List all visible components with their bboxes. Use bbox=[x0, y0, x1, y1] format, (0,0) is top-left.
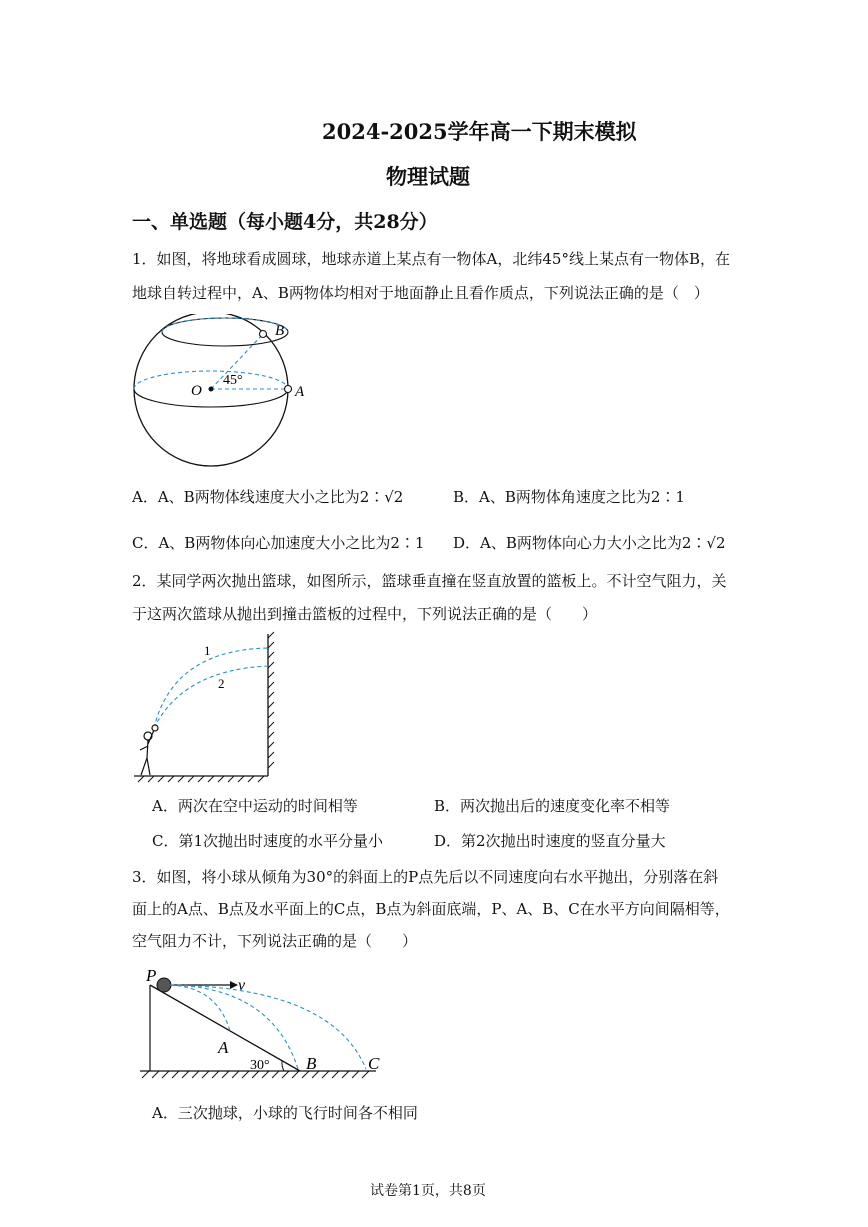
trajectory-label-2: 2 bbox=[218, 676, 225, 691]
earth-sphere-figure bbox=[125, 314, 325, 474]
question-1-option-c: C．A、B两物体向心加速度大小之比为2∶1 bbox=[132, 534, 425, 552]
question-3-line-3: 空气阻力不计，下列说法正确的是（ ） bbox=[132, 932, 418, 950]
incline-figure bbox=[132, 965, 392, 1085]
question-2-option-b: B．两次抛出后的速度变化率不相等 bbox=[434, 797, 671, 815]
exam-title: 2024-2025学年高一下期末模拟 bbox=[322, 119, 637, 144]
question-1-option-a: A．A、B两物体线速度大小之比为2∶√2 bbox=[132, 488, 404, 506]
question-3-line-1: 3．如图，将小球从倾角为30°的斜面上的P点先后以不同速度向右水平抛出，分别落在斜 bbox=[132, 868, 719, 886]
page-footer: 试卷第1页，共8页 bbox=[370, 1183, 486, 1199]
question-3-option-a: A．三次抛球，小球的飞行时间各不相同 bbox=[152, 1104, 418, 1122]
question-3-line-2: 面上的A点、B点及水平面上的C点，B点为斜面底端，P、A、B、C在水平方向间隔相等， bbox=[132, 900, 730, 918]
label-c: C bbox=[368, 1054, 380, 1073]
ball bbox=[157, 978, 171, 992]
section-heading: 一、单选题（每小题4分，共28分） bbox=[132, 211, 438, 233]
trajectory-1 bbox=[154, 648, 268, 728]
basketball-figure bbox=[128, 630, 288, 785]
point-a bbox=[285, 386, 292, 393]
question-1-line-2: 地球自转过程中，A、B两物体均相对于地面静止且看作质点，下列说法正确的是（ ） bbox=[132, 284, 709, 302]
angle-label: 45° bbox=[223, 373, 243, 388]
player-figure bbox=[140, 725, 158, 775]
question-1-option-d: D．A、B两物体向心力大小之比为2∶√2 bbox=[453, 534, 726, 552]
question-1-option-b: B．A、B两物体角速度之比为2∶1 bbox=[453, 488, 685, 506]
question-2-line-1: 2．某同学两次抛出篮球，如图所示，篮球垂直撞在竖直放置的篮板上。不计空气阻力，关 bbox=[132, 572, 727, 590]
equator-front bbox=[134, 389, 288, 407]
label-p: P bbox=[146, 966, 157, 985]
label-b: B bbox=[306, 1054, 317, 1073]
label-a: A bbox=[295, 384, 305, 400]
label-o: O bbox=[191, 383, 202, 399]
question-2-option-d: D．第2次抛出时速度的竖直分量大 bbox=[434, 832, 666, 850]
point-b bbox=[260, 331, 267, 338]
trajectory-label-1: 1 bbox=[204, 643, 211, 658]
question-2-option-a: A．两次在空中运动的时间相等 bbox=[152, 797, 358, 815]
angle-label: 30° bbox=[250, 1058, 270, 1073]
label-a: A bbox=[218, 1038, 229, 1057]
equator-back bbox=[134, 371, 288, 389]
trajectory-2 bbox=[154, 666, 268, 728]
incline-surface bbox=[150, 985, 300, 1071]
trajectory-to-c bbox=[170, 985, 366, 1069]
question-2-line-2: 于这两次篮球从抛出到撞击篮板的过程中，下列说法正确的是（ ） bbox=[132, 605, 598, 623]
exam-subtitle: 物理试题 bbox=[386, 164, 470, 189]
question-2-option-c: C．第1次抛出时速度的水平分量小 bbox=[152, 832, 384, 850]
trajectory-to-b bbox=[170, 985, 298, 1069]
label-b: B bbox=[275, 323, 285, 339]
label-v: v bbox=[238, 977, 246, 994]
question-1-line-1: 1．如图，将地球看成圆球，地球赤道上某点有一物体A，北纬45°线上某点有一物体B，在 bbox=[132, 250, 730, 268]
